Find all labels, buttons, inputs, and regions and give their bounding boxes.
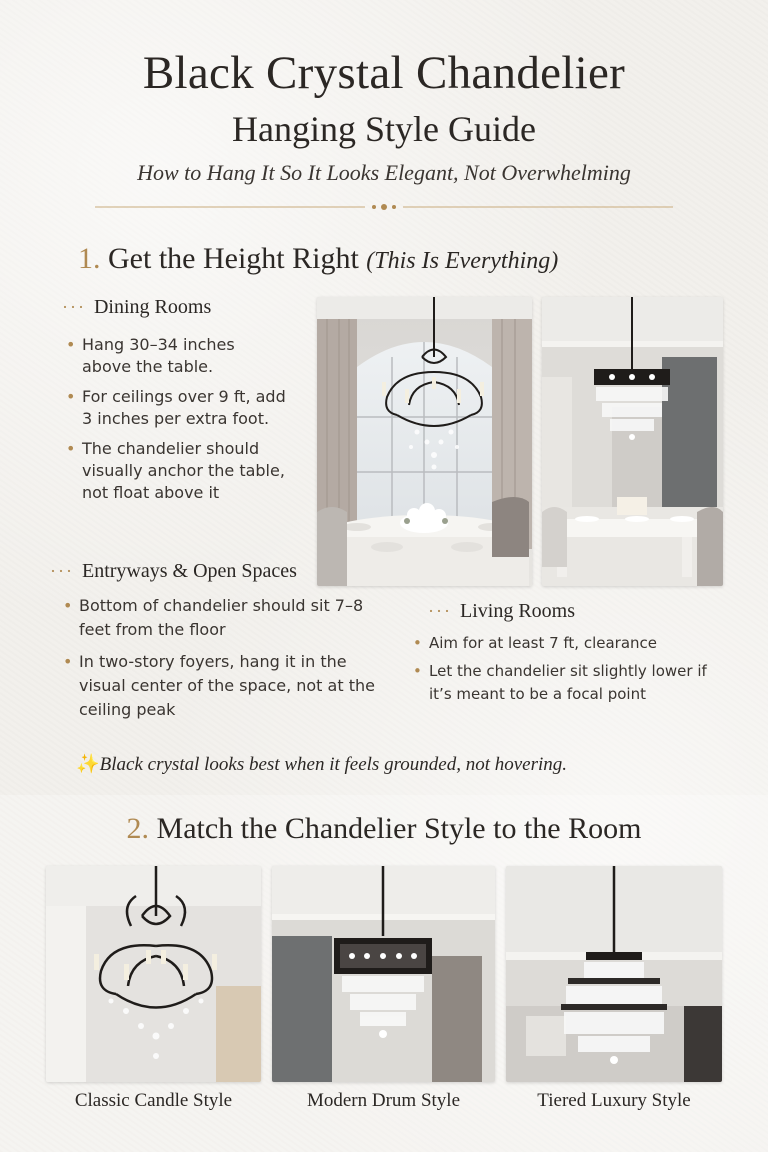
- tip-text: Black crystal looks best when it feels grounded, not hovering.: [99, 754, 568, 775]
- section2-heading: [0, 812, 768, 846]
- section1-title: Get the Height Right: [108, 242, 359, 275]
- living-subheading: [428, 600, 575, 623]
- tip-note: [76, 752, 567, 776]
- modern-drum-photo: [272, 866, 495, 1082]
- section2-title: Match the Chandelier Style to the Room: [156, 812, 642, 845]
- list-item: • For ceilings over 9 ft, add 3 inches per extra foot.: [66, 386, 286, 430]
- section1-number: 1.: [78, 242, 101, 275]
- living-bullets: [413, 632, 733, 711]
- ornament-divider: [95, 202, 673, 212]
- dots-icon: ···: [62, 297, 86, 317]
- section1-heading: [78, 242, 558, 276]
- list-item: • Bottom of chandelier should sit 7–8 feet from the floor: [63, 594, 383, 642]
- dots-icon: ···: [428, 601, 452, 621]
- caption-classic: Classic Candle Style: [74, 1090, 233, 1111]
- list-item: • Let the chandelier sit slightly lower if it’s meant to be a focal point: [413, 660, 733, 706]
- dining-bullets: [66, 334, 286, 512]
- caption-modern: Modern Drum Style: [306, 1090, 461, 1111]
- entry-title: Entryways & Open Spaces: [81, 560, 297, 582]
- dining-title: Dining Rooms: [93, 296, 212, 318]
- tiered-luxury-photo: [506, 866, 722, 1082]
- subtitle: How to Hang It So It Looks Elegant, Not Overwhelming: [137, 160, 631, 185]
- dining-room-photo: [317, 297, 532, 586]
- classic-candle-photo: [46, 866, 261, 1082]
- section1-aside: (This Is Everything): [366, 248, 559, 274]
- dining-subheading: [62, 296, 211, 319]
- list-item: • The chandelier should visually anchor the table, not float above it: [66, 438, 286, 504]
- dots-icon: ···: [50, 561, 74, 581]
- entry-bullets: [63, 594, 383, 730]
- section2-number: 2.: [126, 812, 150, 845]
- title-line2: Hanging Style Guide: [232, 109, 536, 149]
- list-item: • Aim for at least 7 ft, clearance: [413, 632, 733, 655]
- living-title: Living Rooms: [459, 600, 575, 622]
- list-item: • Hang 30–34 inches above the table.: [66, 334, 286, 378]
- caption-tiered: Tiered Luxury Style: [537, 1090, 691, 1111]
- sparkle-icon: ✨: [76, 754, 100, 775]
- entry-subheading: [50, 560, 297, 583]
- list-item: • In two-story foyers, hang it in the visual center of the space, not at the ceiling peak: [63, 650, 383, 722]
- title-line1: Black Crystal Chandelier: [142, 47, 626, 99]
- drum-dining-photo: [542, 297, 723, 586]
